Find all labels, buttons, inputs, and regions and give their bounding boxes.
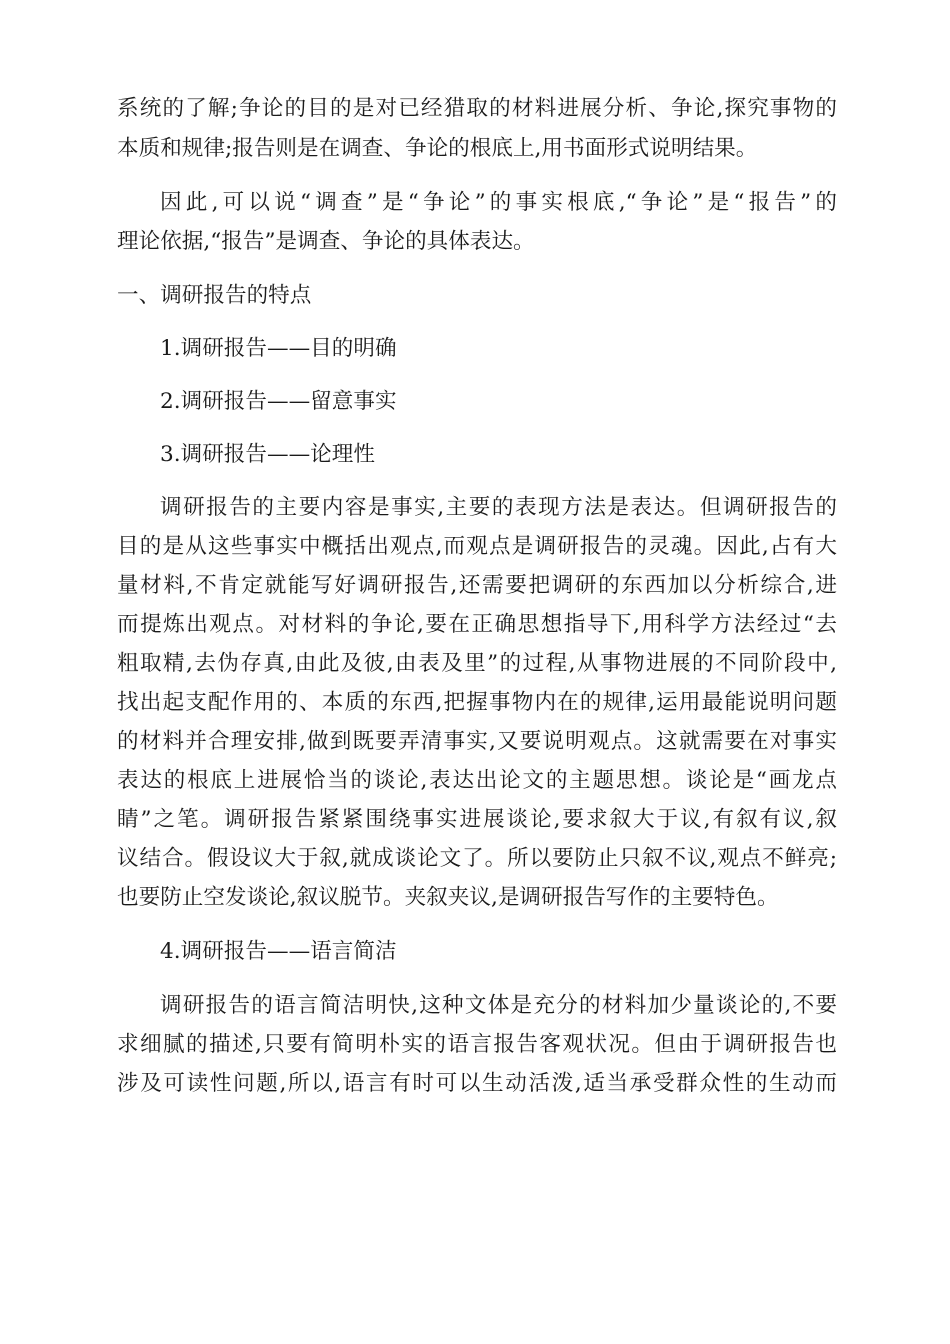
body-text-line: 的材料并合理安排,做到既要弄清事实,又要说明观点。这就需要在对事实 — [117, 729, 837, 754]
body-text-line: 而提炼出观点。对材料的争论,要在正确思想指导下,用科学方法经过“去 — [117, 612, 837, 637]
list-item: 1.调研报告——目的明确 — [160, 336, 397, 361]
body-text-line: 求细腻的描述,只要有简明朴实的语言报告客观状况。但由于调研报告也 — [117, 1032, 837, 1057]
body-text-line: 粗取精,去伪存真,由此及彼,由表及里”的过程,从事物进展的不同阶段中, — [117, 651, 837, 676]
body-text-line: 调研报告的主要内容是事实,主要的表现方法是表达。但调研报告的 — [160, 495, 837, 520]
body-text-line: 理论依据,“报告”是调查、争论的具体表达。 — [117, 229, 535, 254]
section-heading: 一、调研报告的特点 — [117, 283, 312, 308]
body-text-line: 睛”之笔。调研报告紧紧围绕事实进展谈论,要求叙大于议,有叙有议,叙 — [117, 807, 837, 832]
body-text-line: 因此,可以说“调查”是“争论”的事实根底,“争论”是“报告”的 — [160, 190, 837, 215]
body-text-line: 也要防止空发谈论,叙议脱节。夹叙夹议,是调研报告写作的主要特色。 — [117, 885, 779, 910]
body-text-line: 系统的了解;争论的目的是对已经猎取的材料进展分析、争论,探究事物的 — [117, 96, 837, 121]
body-text-line: 调研报告的语言简洁明快,这种文体是充分的材料加少量谈论的,不要 — [160, 993, 837, 1018]
body-text-line: 找出起支配作用的、本质的东西,把握事物内在的规律,运用最能说明问题 — [117, 690, 837, 715]
body-text-line: 表达的根底上进展恰当的谈论,表达出论文的主题思想。谈论是“画龙点 — [117, 768, 837, 793]
list-item: 3.调研报告——论理性 — [160, 442, 375, 467]
body-text-line: 目的是从这些事实中概括出观点,而观点是调研报告的灵魂。因此,占有大 — [117, 534, 837, 559]
body-text-line: 本质和规律;报告则是在调查、争论的根底上,用书面形式说明结果。 — [117, 136, 758, 161]
list-item: 4.调研报告——语言简洁 — [160, 939, 397, 964]
body-text-line: 量材料,不肯定就能写好调研报告,还需要把调研的东西加以分析综合,进 — [117, 573, 837, 598]
body-text-line: 涉及可读性问题,所以,语言有时可以生动活泼,适当承受群众性的生动而 — [117, 1071, 837, 1096]
list-item: 2.调研报告——留意事实 — [160, 389, 397, 414]
body-text-line: 议结合。假设议大于叙,就成谈论文了。所以要防止只叙不议,观点不鲜亮; — [117, 846, 837, 871]
